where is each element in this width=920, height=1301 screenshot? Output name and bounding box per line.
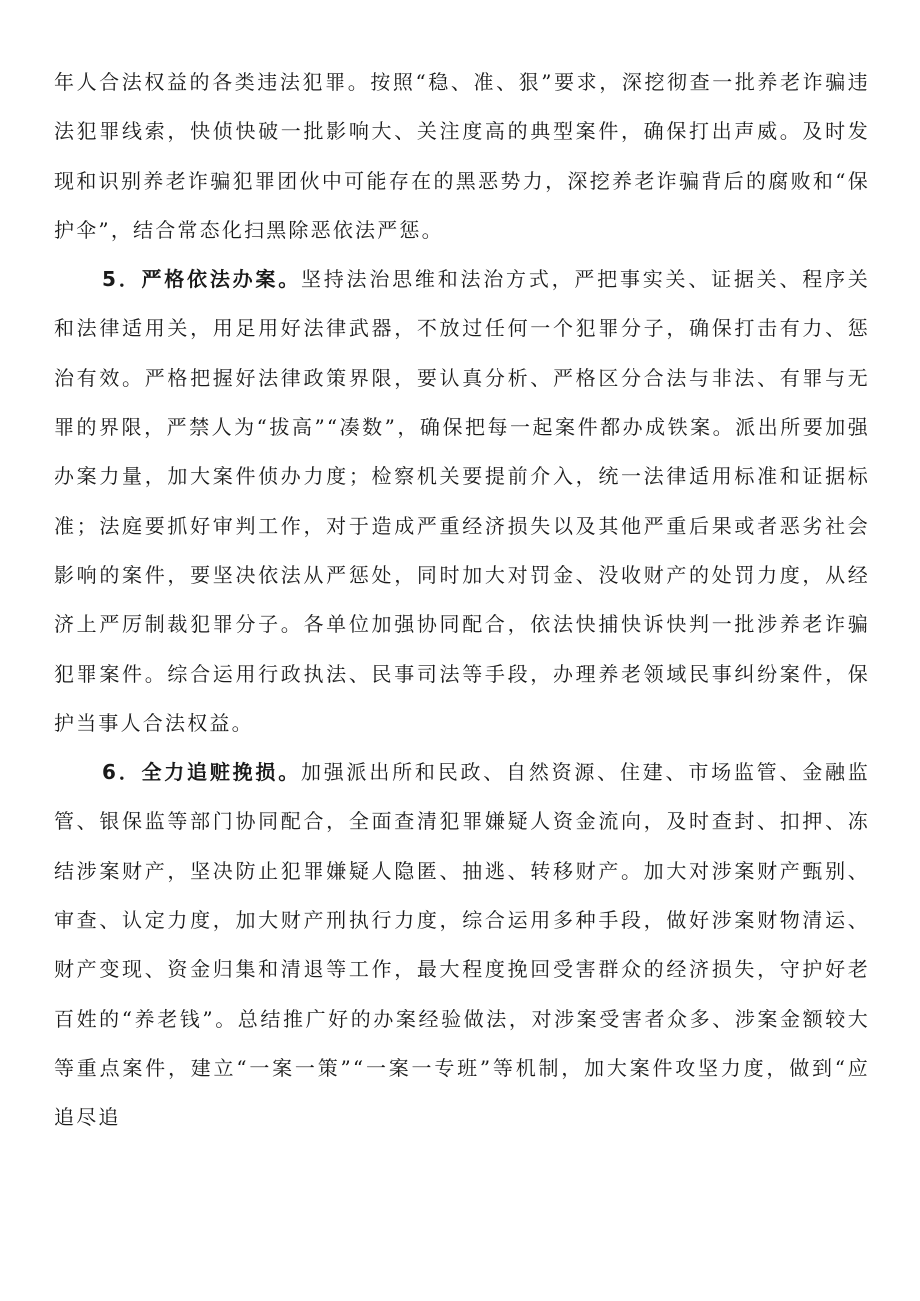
paragraph-continuation — [54, 58, 870, 255]
paragraph-text: 年人合法权益的各类违法犯罪。按照“稳、准、狠”要求，深挖彻查一批养老诈骗违法犯罪线索，快侦快破一批影响大、关注度高的典型案件，确保打出声威。及时发现和识别养老诈骗犯罪团伙中可能存在的黑恶势力，深挖养老诈骗背后的腐败和“保护伞”，结合常态化扫黑除恶依法严惩。 — [54, 70, 870, 242]
section-heading: 6．全力追赃挽损。 — [102, 760, 301, 785]
paragraph-strict-case-handling — [54, 255, 870, 748]
paragraph-text: 加强派出所和民政、自然资源、住建、市场监管、金融监管、银保监等部门协同配合，全面查清犯罪嫌疑人资金流向，及时查封、扣押、冻结涉案财产，坚决防止犯罪嫌疑人隐匿、抽逃、转移财产。加大对涉案财产甄别、审查、认定力度，加大财产刑执行力度，综合运用多种手段，做好涉案财物清运、财产变现、资金归集和清退等工作，最大程度挽回受害群众的经济损失，守护好老百姓的“养老钱”。总结推广好的办案经验做法，对涉案受害者众多、涉案金额较大等重点案件，建立“一案一策”“一案一专班”等机制，加大案件攻坚力度，做到“应追尽追 — [54, 760, 871, 1130]
document-page — [54, 58, 870, 1143]
paragraph-text: 坚持法治思维和法治方式，严把事实关、证据关、程序关和法律适用关，用足用好法律武器，不放过任何一个犯罪分子，确保打击有力、惩治有效。严格把握好法律政策界限，要认真分析、严格区分合法与非法、有罪与无罪的界限，严禁人为“拔高”“凑数”，确保把每一起案件都办成铁案。派出所要加强办案力量，加大案件侦办力度；检察机关要提前介入，统一法律适用标准和证据标准；法庭要抓好审判工作，对于造成严重经济损失以及其他严重后果或者恶劣社会影响的案件，要坚决依法从严惩处，同时加大对罚金、没收财产的处罚力度，从经济上严厉制裁犯罪分子。各单位加强协同配合，依法快捕快诉快判一批涉养老诈骗犯罪案件。综合运用行政执法、民事司法等手段，办理养老领域民事纠纷案件，保护当事人合法权益。 — [54, 267, 871, 735]
section-heading: 5．严格依法办案。 — [102, 267, 301, 292]
paragraph-asset-recovery — [54, 748, 870, 1142]
